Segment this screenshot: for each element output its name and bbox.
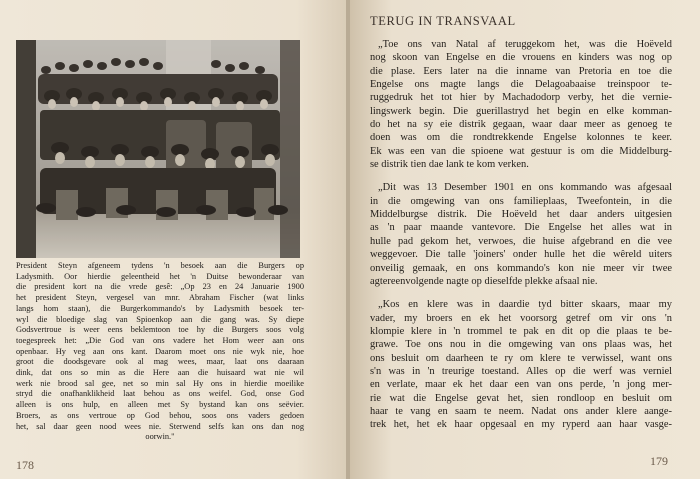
text-line: vader, my broers en ek het voorsorg getref om vir ons 'n — [370, 312, 672, 324]
group-photo-image — [16, 40, 300, 258]
caption-line: President Steyn afgeneem tydens 'n besoek aan die Burgers op — [16, 261, 304, 270]
text-line: doen was om die rondtrekkende Engelse kolonnes te keer. — [370, 132, 672, 144]
text-line: nog skoon van Engelse en die vrouens en kinders was nog op — [370, 52, 672, 64]
text-line: lingswerk begin. Die guerillastryd het begin en elke komman- — [370, 105, 672, 117]
text-line: s'n was in 'n treurige toestand. Alles op die werf was verniel — [370, 365, 672, 377]
text-line: onveilig gemaak, en ons kommando's kon nie meer vir twee — [370, 262, 672, 274]
text-line: klompie klere in 'n trommel te pak en dit op die plaas te be- — [370, 325, 672, 337]
running-head: TERUG IN TRANSVAAL — [370, 14, 516, 28]
text-line: se distrik tien dae lank te kom verken. — [370, 159, 529, 171]
text-line: trek het, het ek haar opgesaal en my ryperd aan haar vasge- — [370, 419, 672, 431]
text-line: ruggedruk het tot hier by Machadodorp verby, het die vernie- — [370, 92, 672, 104]
text-line: hulle pad gekom het, verwoes, die huise afgebrand en die vee — [370, 235, 672, 247]
text-line: agtereenvolgende nagte op dieselfde plekke afsaal nie. — [370, 275, 598, 287]
photo-caption — [16, 261, 304, 443]
text-line: Middelburgse distrik. Die Hoëveld het daar anders uitgesien — [370, 209, 672, 221]
text-line: haar te vang en saam te neem. Nadat ons ander klere aange- — [370, 405, 672, 417]
text-line: do het na sy eie distrik gegaan, waar daar meer as genoeg te — [370, 119, 672, 131]
text-line: ons besluit om daarheen te ry om klere te verwissel, want ons — [370, 352, 672, 364]
caption-line: openbaar. Hy veg aan ons kant. Daarom moet ons nie wyk nie, hoe — [16, 346, 304, 356]
caption-line: langs hom staan), die Burgerkommando's by Ladysmith besoek ter- — [16, 303, 304, 313]
caption-line: het president Steyn, vergesel van mnr. Abraham Fischer (wat links — [16, 293, 304, 303]
text-line: Ek was een van die spioene wat gestuur is om die Middelburg- — [370, 145, 672, 157]
text-line: „Dit was 13 Desember 1901 en ons kommando was afgesaal — [378, 182, 672, 194]
text-line: en verlate, maar ek het daar een van ons perde, 'n jong mer- — [370, 379, 672, 391]
text-line: „Kos en klere was in daardie tyd bitter skaars, maar my — [378, 299, 672, 311]
page-number-right: 179 — [650, 454, 668, 468]
text-line: „Toe ons van Natal af teruggekom het, was die Hoëveld — [378, 39, 672, 50]
historical-photo — [16, 40, 300, 258]
paragraph — [370, 298, 672, 431]
caption-line: alleen is ons hulp, en alleen met Sy bystand kan ons seëvier. — [16, 400, 304, 410]
paragraph — [370, 181, 672, 288]
caption-line: Godsvertroue is weer eens beklemtoon toe hy die Burgers soos volg — [16, 325, 304, 335]
caption-line: groot die doodsgevare ook al mag wees, maar, laat ons daaraan — [16, 357, 304, 367]
caption-line: oorwin." — [145, 432, 175, 442]
caption-line: het, sal daar geen nood wees nie. Sterwend selfs kan ons dan nog — [16, 421, 304, 431]
caption-line: toegespreek het: „Die God van ons vadere het Hom weer aan ons — [16, 335, 304, 345]
text-line: Engelse ons magte langs die Delagoabaaise treinspoor te- — [370, 79, 672, 91]
text-line: rie wat die Engelse gevat het, sien rondloop en besluit om — [370, 392, 672, 404]
paragraph — [370, 38, 672, 171]
right-page — [350, 0, 700, 479]
text-line: die plase. Eers later na die inname van Pretoria en toe die — [370, 65, 672, 77]
text-line: grawe. Toe ons nou in die omgewing van ons plaas was, het — [370, 339, 672, 351]
caption-line: dink, dat ons so min as die Here aan die huisaard wat nie wil — [16, 368, 304, 378]
caption-line: stryd die onafhanklikheid laat behou as ons weifel. God, onse God — [16, 389, 304, 399]
caption-line: die president kort na die vrede gesê: „Op 23 en 24 Januarie 1900 — [16, 282, 304, 292]
caption-line: werk nie brood sal gee, net so min sal Hy ons in hierdie moeilike — [16, 378, 304, 388]
text-line: weggevoer. Die talle 'joiners' onder hulle het die wêreld uiters — [370, 249, 672, 261]
page-number-left: 178 — [16, 458, 34, 472]
caption-line: wyl die bloedige slag van Spioenkop aan die gang was. Sy diepe — [16, 314, 304, 324]
body-text — [370, 38, 672, 442]
text-line: as 'n paar maande vantevore. Die Engelse het alles wat in — [370, 222, 672, 234]
left-page — [0, 0, 348, 479]
caption-line: Broers, as ons vertroue op God behou, soos ons vaders gedoen — [16, 410, 304, 420]
text-line: in die omgewing van ons familieplaas, Tweefontein, in die — [370, 195, 672, 207]
caption-line: Ladysmith. Oor hierdie geleentheid het 'n Duitse bewonderaar van — [16, 271, 304, 281]
